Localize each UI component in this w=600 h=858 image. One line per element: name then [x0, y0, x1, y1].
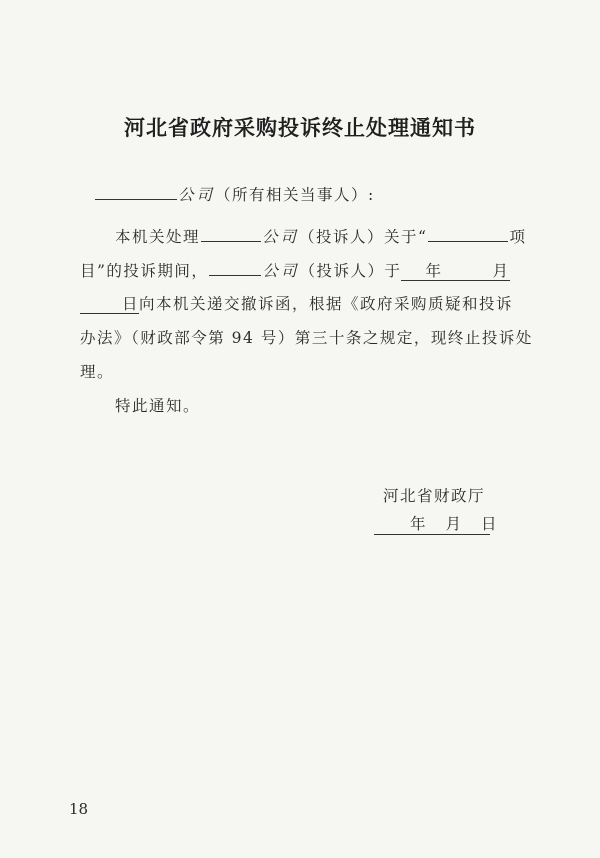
para1-line4: 办法》（财政部令第 94 号）第三十条之规定，现终止投诉处 — [80, 329, 533, 347]
para1-line1 — [115, 225, 526, 247]
company-label: 公司 — [262, 228, 300, 246]
year-field: 年 — [401, 262, 468, 281]
text-segment: （投诉人）关于“ — [299, 228, 428, 246]
text-segment: 项 — [509, 228, 527, 246]
complainant-blank-2 — [209, 261, 261, 276]
para1-line3 — [80, 292, 513, 314]
para1-line2 — [80, 259, 510, 281]
month-field: 月 — [468, 262, 509, 281]
project-name-blank — [428, 227, 508, 242]
sig-month: 月 — [445, 515, 462, 533]
document-title: 河北省政府采购投诉终止处理通知书 — [124, 115, 476, 140]
closing-text: 特此通知。 — [115, 397, 201, 415]
text-segment: 目”的投诉期间， — [80, 262, 209, 280]
sig-day: 日 — [481, 515, 497, 533]
company-label: 公司 — [262, 262, 300, 280]
signature-date — [374, 512, 497, 535]
text-segment: （投诉人）于 — [299, 262, 402, 280]
salutation-rest: （所有相关当事人）: — [215, 186, 375, 204]
complainant-blank — [201, 227, 261, 242]
sig-year: 年 — [410, 515, 426, 533]
company-name-blank — [95, 185, 177, 200]
page-number: 18 — [69, 800, 89, 818]
day-field: 日 — [80, 295, 139, 314]
salutation — [94, 183, 375, 205]
text-segment: 向本机关递交撤诉函，根据《政府采购质疑和投诉 — [139, 295, 514, 313]
text-segment: 本机关处理 — [115, 228, 201, 246]
para1-line5: 理。 — [80, 363, 115, 381]
signature-org: 河北省财政厅 — [383, 487, 486, 505]
salutation-company: 公司 — [178, 186, 216, 204]
